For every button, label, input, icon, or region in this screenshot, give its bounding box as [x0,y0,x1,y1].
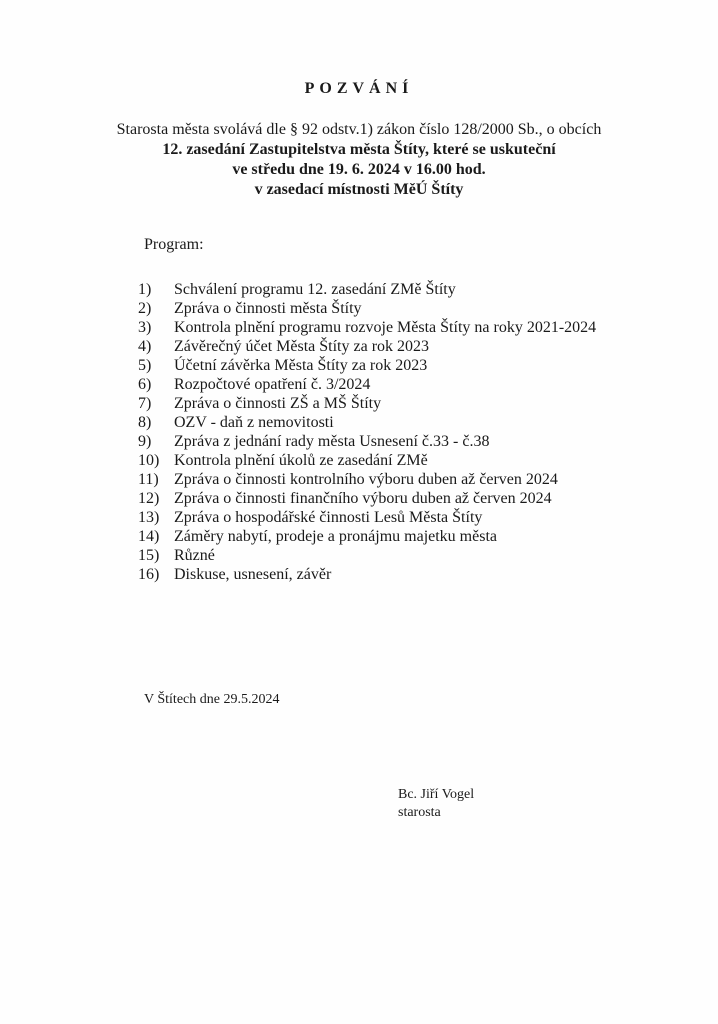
agenda-item [138,337,618,356]
place-date: V Štítech dne 29.5.2024 [144,692,280,707]
agenda-item-text: Zpráva o činnosti finančního výboru duben až červen 2024 [174,490,552,507]
agenda-item [138,394,618,413]
signer-role: starosta [398,805,441,820]
agenda-item [138,375,618,394]
agenda-item-text: Zpráva o činnosti města Štíty [174,300,362,317]
invitation-intro [30,120,688,200]
agenda-item-text: Závěrečný účet Města Štíty za rok 2023 [174,338,430,355]
document-title: POZVÁNÍ [304,80,414,97]
agenda-item-number: 4) [138,338,152,355]
agenda-item [138,565,618,584]
agenda-item-text: Zpráva o činnosti kontrolního výboru duben až červen 2024 [174,471,558,488]
agenda-item [138,413,618,432]
agenda-item-text: Různé [174,547,215,564]
agenda-item-number: 12) [138,490,160,507]
agenda-item-number: 7) [138,395,152,412]
agenda-item-text: Kontrola plnění úkolů ze zasedání ZMě [174,452,428,469]
agenda-item [138,527,618,546]
agenda-item-number: 3) [138,319,152,336]
meeting-date-line: ve středu dne 19. 6. 2024 v 16.00 hod. [232,161,486,178]
agenda-item-number: 11) [138,471,159,488]
agenda-item [138,280,618,299]
agenda-item-number: 16) [138,566,160,583]
agenda-item [138,489,618,508]
agenda-item-text: Zpráva o činnosti ZŠ a MŠ Štíty [174,395,382,412]
agenda-item [138,356,618,375]
agenda-item [138,546,618,565]
agenda-item-number: 14) [138,528,160,545]
agenda-item-text: Diskuse, usnesení, závěr [174,566,332,583]
agenda-item [138,470,618,489]
agenda-list [138,280,618,584]
signer-name: Bc. Jiří Vogel [398,787,475,802]
agenda-item-number: 10) [138,452,160,469]
agenda-item-number: 5) [138,357,152,374]
agenda-item [138,299,618,318]
agenda-item-text: Rozpočtové opatření č. 3/2024 [174,376,371,393]
agenda-item-text: Záměry nabytí, prodeje a pronájmu majetku města [174,528,497,545]
signature-block [398,786,474,822]
meeting-place-line: v zasedací místnosti MěÚ Štíty [254,181,464,198]
agenda-item-number: 13) [138,509,160,526]
agenda-item-text: Zpráva o hospodářské činnosti Lesů Města Štíty [174,509,483,526]
agenda-item-number: 6) [138,376,152,393]
agenda-item-text: Schválení programu 12. zasedání ZMě Štíty [174,281,456,298]
meeting-line: 12. zasedání Zastupitelstva města Štíty, které se uskuteční [162,141,556,158]
agenda-item-number: 2) [138,300,152,317]
intro-line: Starosta města svolává dle § 92 odstv.1) zákon číslo 128/2000 Sb., o obcích [116,121,602,138]
agenda-item-number: 1) [138,281,152,298]
agenda-item [138,432,618,451]
agenda-item-number: 8) [138,414,152,431]
agenda-item-number: 9) [138,433,152,450]
agenda-item-text: OZV - daň z nemovitosti [174,414,334,431]
agenda-item-text: Zpráva z jednání rady města Usnesení č.33 - č.38 [174,433,490,450]
agenda-item-text: Účetní závěrka Města Štíty za rok 2023 [174,357,428,374]
agenda-item-number: 15) [138,547,160,564]
agenda-item [138,318,618,337]
program-label: Program: [144,236,204,253]
agenda-item-text: Kontrola plnění programu rozvoje Města Štíty na roky 2021-2024 [174,319,597,336]
agenda-item [138,508,618,527]
agenda-item [138,451,618,470]
